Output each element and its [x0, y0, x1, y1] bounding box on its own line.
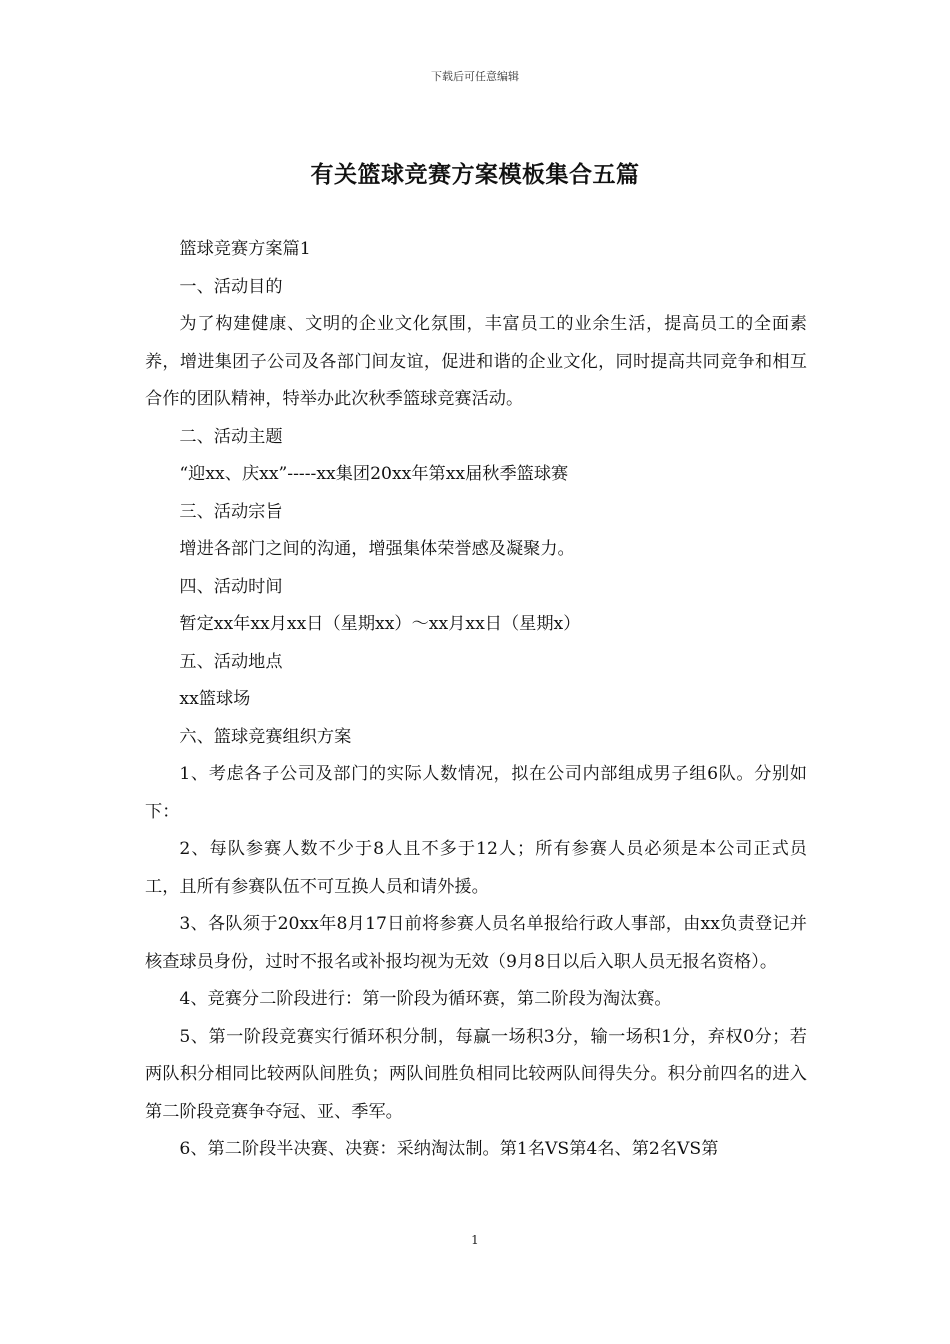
document-title: 有关篮球竞赛方案模板集合五篇: [310, 162, 640, 188]
paragraph-aim: 增进各部门之间的沟通，增强集体荣誉感及凝聚力。: [179, 539, 575, 559]
page-number: 1: [471, 1233, 479, 1247]
heading-activity-purpose: 一、活动目的: [179, 276, 283, 297]
paragraph-time: 暂定xx年xx月xx日（星期xx）～xx月xx日（星期x）: [179, 614, 581, 634]
paragraph-item-4: 4、竞赛分二阶段进行：第一阶段为循环赛，第二阶段为淘汰赛。: [179, 989, 672, 1009]
heading-activity-location: 五、活动地点: [179, 651, 283, 672]
heading-activity-time: 四、活动时间: [179, 576, 283, 597]
paragraph-item-6: 6、第二阶段半决赛、决赛：采纳淘汰制。第1名VS第4名、第2名VS第: [179, 1139, 719, 1159]
paragraph-location: xx篮球场: [179, 689, 251, 709]
section-heading-plan-1: 篮球竞赛方案篇1: [179, 239, 311, 259]
heading-activity-theme: 二、活动主题: [179, 426, 283, 447]
header-note: 下载后可任意编辑: [431, 70, 519, 83]
heading-organization-plan: 六、篮球竞赛组织方案: [179, 726, 352, 747]
paragraph-item-5: 5、第一阶段竞赛实行循环积分制，每赢一场积3分，输一场积1分，弃权0分；若两队积分相同比较两队间胜负；两队间胜负相同比较两队间得失分。积分前四名的进入第二阶段竞赛争夺冠、亚、季军。: [145, 1026, 807, 1122]
heading-activity-aim: 三、活动宗旨: [179, 501, 283, 522]
paragraph-item-3: 3、各队须于20xx年8月17日前将参赛人员名单报给行政人事部，由xx负责登记并核查球员身份，过时不报名或补报均视为无效（9月8日以后入职人员无报名资格）。: [145, 914, 807, 972]
paragraph-item-2: 2、每队参赛人数不少于8人且不多于12人；所有参赛人员必须是本公司正式员工，且所有参赛队伍不可互换人员和请外援。: [145, 839, 807, 897]
paragraph-theme: “迎xx、庆xx”-----xx集团20xx年第xx届秋季篮球赛: [179, 464, 569, 484]
paragraph-purpose: 为了构建健康、文明的企业文化氛围，丰富员工的业余生活，提高员工的全面素养，增进集团子公司及各部门间友谊，促进和谐的企业文化，同时提高共同竞争和相互合作的团队精神，特举办此次秋季篮球竞赛活动。: [145, 314, 807, 409]
document-body: [145, 231, 807, 1169]
paragraph-item-1: 1、考虑各子公司及部门的实际人数情况，拟在公司内部组成男子组6队。分别如下：: [145, 764, 807, 822]
